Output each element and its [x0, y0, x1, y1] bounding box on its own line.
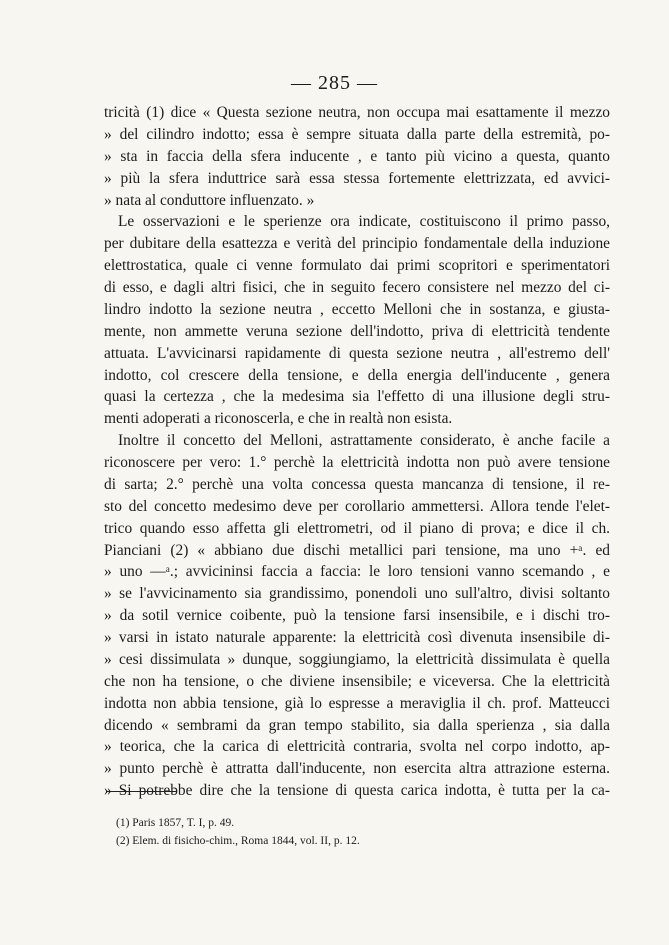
text-line: per dubitare della esattezza e verità del principio fondamentale della induzione: [104, 235, 610, 253]
text-line: » Si potrebbe dire che la tensione di questa carica indotta, è tutta per la ca-: [104, 782, 610, 800]
text-line: quasi la certezza , che la medesima sia l'effetto di una illusione degli stru-: [104, 388, 610, 406]
text-line: Pianciani (2) « abbiano due dischi metallici pari tensione, ma uno +ᵃ. ed: [104, 541, 610, 559]
footnote: (2) Elem. di fisicho-chim., Roma 1844, vol. II, p. 12.: [116, 835, 360, 847]
footnote: (1) Paris 1857, T. I, p. 49.: [116, 817, 235, 829]
text-line: Inoltre il concetto del Melloni, astrattamente considerato, è anche facile a: [118, 432, 610, 450]
body-text: [104, 102, 610, 802]
text-line: trico quando esso affetta gli elettrometri, od il piano di prova; e dice il ch.: [104, 519, 610, 537]
footnote-separator: [106, 791, 176, 792]
text-line: menti adoperati a riconoscerla, e che in realtà non esista.: [104, 410, 453, 428]
text-line: di sarta; 2.° perchè una volta concessa questa mancanza di tensione, il re-: [104, 475, 610, 493]
text-line: » varsi in istato naturale apparente: la elettricità così divenuta insensibile di-: [104, 629, 610, 646]
text-line: » uno —ᵃ.; avvicininsi faccia a faccia: le loro tensioni vanno scemando , e: [104, 563, 610, 581]
text-line: » da sotil vernice coibente, può la tensione farsi insensibile, e i dischi tro-: [104, 607, 610, 625]
text-line: indotto, col crescere della tensione, e della energia dell'inducente , genera: [104, 366, 610, 384]
text-line: » teorica, che la carica di elettricità contraria, svolta nel corpo indotto, ap-: [104, 738, 610, 756]
text-line: » del cilindro indotto; essa è sempre situata dalla parte della estremità, po-: [104, 125, 610, 143]
text-line: » punto perchè è attratta dall'inducente, non esercita altra attrazione esterna.: [104, 760, 610, 778]
text-line: riconoscere per vero: 1.° perchè la elettricità indotta non può avere tensione: [104, 454, 610, 471]
text-line: che non ha tensione, o che diviene insensibile; e viceversa. Che la elettricità: [104, 672, 610, 690]
text-line: Le osservazioni e le sperienze ora indicate, costituiscono il primo passo,: [118, 213, 610, 231]
text-line: attuata. L'avvicinarsi rapidamente di questa sezione neutra , all'estremo dell': [104, 344, 610, 362]
text-line: » sta in faccia della sfera inducente , e tanto più vicino a questa, quanto: [104, 147, 610, 165]
text-line: » nata al conduttore influenzato. »: [104, 191, 315, 209]
text-line: » più la sfera induttrice sarà essa stessa fortemente elettrizzata, ed avvici-: [104, 169, 610, 187]
text-line: dicendo « sembrami da gran tempo stabilito, sia dalla sperienza , sia dalla: [104, 716, 610, 734]
text-line: tricità (1) dice « Questa sezione neutra, non occupa mai esattamente il mezzo: [104, 104, 610, 121]
page-number: — 285 —: [291, 72, 378, 94]
text-line: mente, non ammette veruna sezione dell'indotto, priva di elettricità tendente: [104, 322, 610, 340]
text-line: lindro indotto la sezione neutra , eccetto Melloni che in sostanza, e giusta-: [104, 300, 610, 318]
footnotes: [116, 814, 516, 850]
text-line: sto del concetto medesimo deve per corollario ammettersi. Allora tende l'elet-: [104, 497, 610, 515]
text-line: » se l'avvicinamento sia grandissimo, ponendoli uno sull'altro, divisi soltanto: [104, 585, 610, 603]
text-line: » cesi dissimulata » dunque, soggiungiamo, la elettricità dissimulata è quella: [104, 650, 610, 668]
text-line: di esso, e dagli altri fisici, che in seguito fecero consistere nel mezzo del ci-: [104, 279, 610, 296]
text-line: elettrostatica, quale ci venne formulato dai primi scopritori e sperimentatori: [104, 257, 610, 275]
text-line: indotta non abbia tensione, già lo espresse a meraviglia il ch. prof. Matteucci: [104, 694, 610, 712]
